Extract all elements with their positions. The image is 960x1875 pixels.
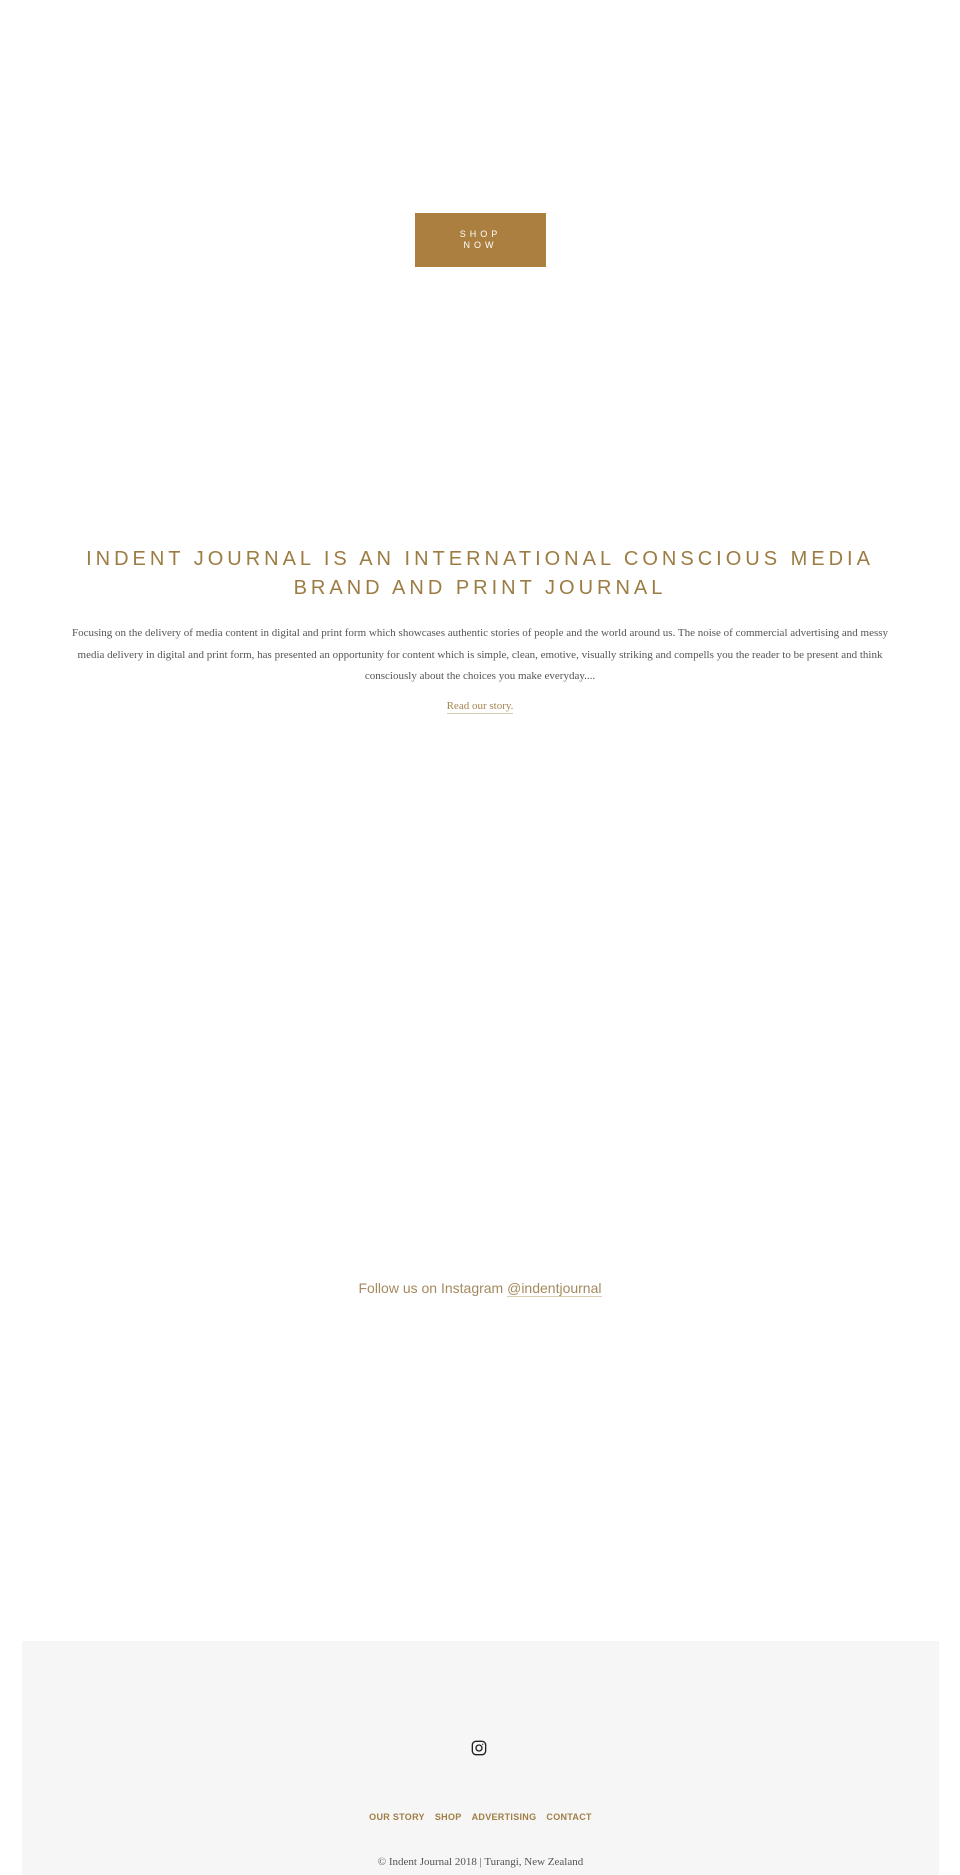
footer-link-our-story[interactable]: OUR STORY	[369, 1812, 425, 1822]
instagram-follow-text	[358, 1280, 601, 1297]
instagram-icon[interactable]	[471, 1740, 487, 1756]
intro-section	[0, 545, 960, 714]
instagram-section	[0, 1280, 960, 1298]
shop-now-button[interactable]: SHOP NOW	[415, 213, 546, 267]
footer-copyright: © Indent Journal 2018 | Turangi, New Zealand	[377, 1856, 584, 1868]
site-footer	[22, 1641, 939, 1875]
read-our-story-link[interactable]: Read our story.	[446, 699, 514, 712]
footer-link-contact[interactable]: CONTACT	[546, 1812, 592, 1822]
hero-section	[0, 0, 960, 530]
footer-link-advertising[interactable]: ADVERTISING	[471, 1812, 537, 1822]
instagram-handle-link[interactable]: @indentjournal	[507, 1280, 602, 1296]
intro-title: INDENT JOURNAL IS AN INTERNATIONAL CONSCIOUS MEDIA BRAND AND PRINT JOURNAL	[86, 548, 874, 599]
intro-body: Focusing on the delivery of media content in digital and print form which showcases authentic stories of people and the world around us. The noise of commercial advertising and messy media delivery in digital and print form, has presented an opportunity for content which is simple, clean, emotive, visually striking and compells you the reader to be present and think consciously about the choices you make everyday....	[71, 627, 889, 682]
footer-link-shop[interactable]: SHOP	[434, 1812, 462, 1822]
instagram-follow-label: Follow us on Instagram	[358, 1280, 504, 1296]
footer-nav	[22, 1812, 939, 1822]
